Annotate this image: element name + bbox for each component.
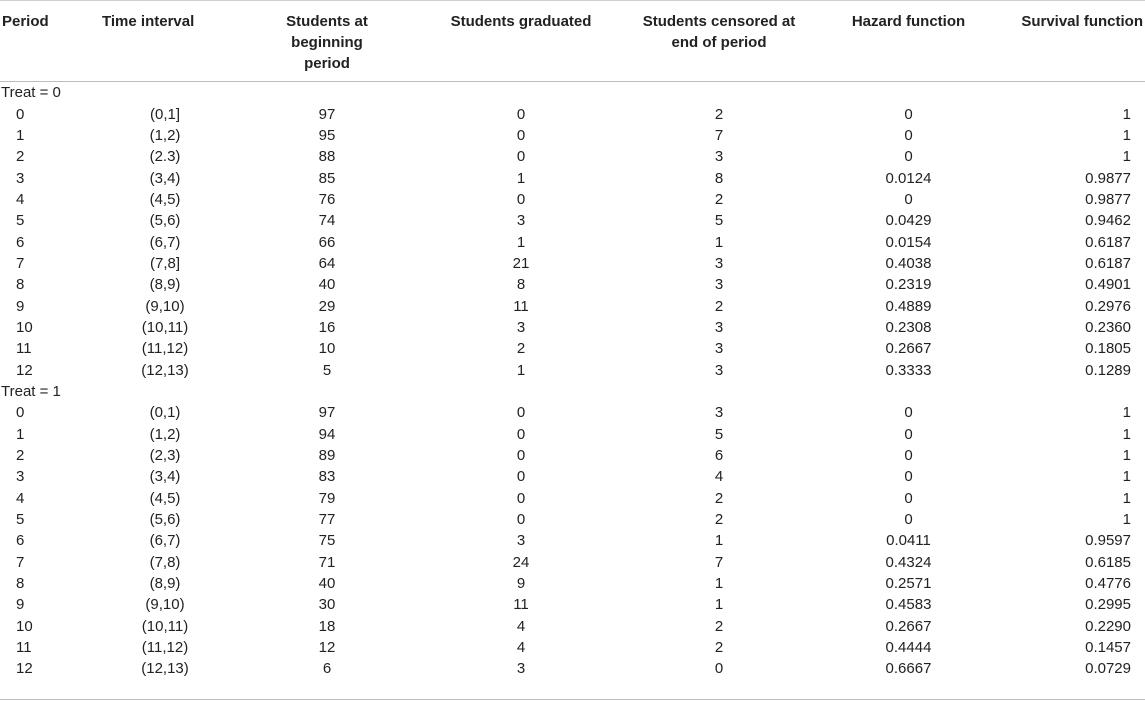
- cell-survival: 0.4776: [1085, 575, 1131, 593]
- cell-interval: (11,12): [141, 639, 189, 657]
- cell-begin: 76: [318, 190, 336, 208]
- cell-censored: 1: [714, 596, 724, 614]
- cell-begin: 94: [318, 425, 336, 443]
- cell-graduated: 8: [516, 276, 526, 294]
- table-row: [0, 167, 1145, 188]
- cell-censored: 3: [714, 361, 724, 379]
- cell-interval: (4,5): [149, 489, 181, 507]
- table-row: [0, 295, 1145, 316]
- cell-period: 8: [16, 575, 25, 593]
- cell-survival: 0.9462: [1085, 212, 1131, 230]
- cell-hazard: 0: [904, 404, 913, 422]
- cell-begin: 12: [318, 639, 336, 657]
- cell-censored: 2: [714, 617, 724, 635]
- cell-censored: 2: [714, 639, 724, 657]
- cell-begin: 30: [318, 596, 336, 614]
- cell-begin: 89: [318, 447, 336, 465]
- table-row: [0, 359, 1145, 380]
- cell-period: 8: [16, 276, 25, 294]
- cell-graduated: 0: [516, 105, 526, 123]
- table-row: [0, 231, 1145, 252]
- cell-survival: 0.1457: [1085, 639, 1131, 657]
- cell-hazard: 0: [904, 425, 913, 443]
- cell-survival: 0.2995: [1085, 596, 1131, 614]
- header-censored: Students censored at end of period: [642, 13, 796, 51]
- cell-hazard: 0.6667: [885, 660, 932, 678]
- cell-graduated: 3: [516, 318, 526, 336]
- cell-interval: (9,10): [145, 297, 185, 315]
- cell-begin: 97: [318, 105, 336, 123]
- cell-censored: 1: [714, 532, 724, 550]
- table-row: [0, 317, 1145, 338]
- table-row: [0, 658, 1145, 679]
- cell-interval: (12,13): [141, 361, 189, 379]
- cell-survival: 0.9877: [1085, 169, 1131, 187]
- cell-censored: 2: [714, 190, 724, 208]
- cell-begin: 16: [318, 318, 336, 336]
- cell-interval: (0,1]: [149, 105, 180, 123]
- cell-begin: 10: [318, 340, 336, 358]
- cell-interval: (10,11): [141, 318, 189, 336]
- cell-graduated: 1: [516, 233, 526, 251]
- cell-graduated: 0: [516, 148, 526, 166]
- cell-censored: 2: [714, 105, 724, 123]
- group-row: [0, 381, 1145, 402]
- cell-begin: 71: [318, 553, 336, 571]
- table-row: [0, 509, 1145, 530]
- cell-survival: 1: [1122, 425, 1131, 443]
- cell-graduated: 24: [512, 553, 530, 571]
- cell-period: 12: [16, 361, 33, 379]
- cell-censored: 5: [714, 425, 724, 443]
- table-row: [0, 253, 1145, 274]
- cell-period: 7: [16, 553, 25, 571]
- cell-graduated: 3: [516, 532, 526, 550]
- table-row: [0, 103, 1145, 124]
- cell-hazard: 0.2667: [885, 340, 932, 358]
- header-hazard: Hazard function: [851, 13, 966, 30]
- cell-interval: (12,13): [141, 660, 189, 678]
- cell-interval: (1,2): [149, 425, 181, 443]
- cell-hazard: 0.3333: [885, 361, 932, 379]
- cell-begin: 5: [322, 361, 332, 379]
- table-row: [0, 402, 1145, 423]
- cell-survival: 1: [1122, 148, 1131, 166]
- cell-period: 7: [16, 254, 25, 272]
- cell-survival: 1: [1122, 105, 1131, 123]
- cell-graduated: 9: [516, 575, 526, 593]
- cell-period: 4: [16, 190, 25, 208]
- table-row: [0, 125, 1145, 146]
- cell-begin: 79: [318, 489, 336, 507]
- cell-period: 4: [16, 489, 25, 507]
- table-row: [0, 210, 1145, 231]
- cell-censored: 3: [714, 404, 724, 422]
- cell-period: 2: [16, 447, 25, 465]
- cell-hazard: 0.0429: [885, 212, 932, 230]
- table-row: [0, 552, 1145, 573]
- cell-period: 10: [16, 318, 33, 336]
- cell-period: 5: [16, 212, 25, 230]
- cell-period: 6: [16, 233, 25, 251]
- cell-period: 3: [16, 169, 25, 187]
- cell-begin: 97: [318, 404, 336, 422]
- cell-censored: 5: [714, 212, 724, 230]
- cell-hazard: 0: [904, 126, 913, 144]
- table-row: [0, 573, 1145, 594]
- cell-graduated: 4: [516, 639, 526, 657]
- cell-survival: 0.9877: [1085, 190, 1131, 208]
- cell-begin: 40: [318, 276, 336, 294]
- cell-graduated: 3: [516, 660, 526, 678]
- cell-interval: (9,10): [145, 596, 185, 614]
- cell-graduated: 2: [516, 340, 526, 358]
- cell-begin: 74: [318, 212, 336, 230]
- cell-period: 3: [16, 468, 25, 486]
- cell-survival: 0.6187: [1085, 233, 1131, 251]
- cell-hazard: 0: [904, 105, 913, 123]
- header-begin: Students at beginning period: [286, 13, 368, 72]
- cell-interval: (5,6): [149, 212, 181, 230]
- table-body: [0, 82, 1145, 680]
- cell-censored: 3: [714, 148, 724, 166]
- cell-interval: (7,8]: [149, 254, 180, 272]
- cell-period: 6: [16, 532, 25, 550]
- cell-begin: 66: [318, 233, 336, 251]
- header-interval: Time interval: [102, 13, 195, 30]
- cell-period: 9: [16, 596, 25, 614]
- cell-begin: 6: [322, 660, 332, 678]
- cell-begin: 75: [318, 532, 336, 550]
- cell-hazard: 0.2319: [885, 276, 932, 294]
- table-row: [0, 338, 1145, 359]
- cell-interval: (8,9): [149, 575, 181, 593]
- cell-censored: 3: [714, 318, 724, 336]
- cell-period: 0: [16, 404, 25, 422]
- cell-graduated: 0: [516, 404, 526, 422]
- cell-censored: 3: [714, 254, 724, 272]
- table-row: [0, 616, 1145, 637]
- cell-hazard: 0: [904, 148, 913, 166]
- cell-survival: 0.2290: [1085, 617, 1131, 635]
- cell-interval: (6,7): [149, 233, 181, 251]
- cell-hazard: 0: [904, 190, 913, 208]
- cell-censored: 3: [714, 276, 724, 294]
- cell-interval: (3,4): [149, 169, 181, 187]
- cell-censored: 8: [714, 169, 724, 187]
- cell-begin: 95: [318, 126, 336, 144]
- cell-begin: 85: [318, 169, 336, 187]
- cell-survival: 0.6185: [1085, 553, 1131, 571]
- header-survival: Survival function: [1021, 13, 1143, 30]
- cell-survival: 0.1805: [1085, 340, 1131, 358]
- cell-hazard: 0.2667: [885, 617, 932, 635]
- cell-hazard: 0: [904, 447, 913, 465]
- table-row: [0, 424, 1145, 445]
- table-row: [0, 445, 1145, 466]
- top-rule: [0, 0, 1145, 1]
- cell-begin: 77: [318, 511, 336, 529]
- header-graduated: Students graduated: [450, 13, 592, 30]
- header-period: Period: [2, 13, 49, 30]
- cell-graduated: 0: [516, 489, 526, 507]
- cell-censored: 0: [714, 660, 724, 678]
- cell-interval: (3,4): [149, 468, 181, 486]
- cell-period: 0: [16, 105, 25, 123]
- table-row: [0, 637, 1145, 658]
- cell-hazard: 0: [904, 489, 913, 507]
- cell-censored: 7: [714, 126, 724, 144]
- cell-censored: 2: [714, 511, 724, 529]
- cell-hazard: 0.0411: [886, 532, 931, 550]
- cell-survival: 1: [1122, 126, 1131, 144]
- cell-graduated: 1: [516, 361, 526, 379]
- table-row: [0, 189, 1145, 210]
- cell-begin: 88: [318, 148, 336, 166]
- cell-hazard: 0.4583: [885, 596, 932, 614]
- cell-interval: (2.3): [149, 148, 181, 166]
- group-label: Treat = 1: [1, 382, 61, 400]
- cell-period: 10: [16, 617, 33, 635]
- cell-censored: 2: [714, 297, 724, 315]
- cell-begin: 18: [318, 617, 336, 635]
- cell-hazard: 0.4444: [885, 639, 932, 657]
- cell-graduated: 0: [516, 190, 526, 208]
- cell-begin: 64: [318, 254, 336, 272]
- cell-survival: 1: [1122, 468, 1131, 486]
- cell-interval: (4,5): [149, 190, 181, 208]
- cell-period: 12: [16, 660, 33, 678]
- cell-interval: (11,12): [141, 340, 189, 358]
- cell-hazard: 0: [904, 468, 913, 486]
- cell-hazard: 0.2571: [885, 575, 932, 593]
- cell-graduated: 1: [516, 169, 526, 187]
- cell-begin: 83: [318, 468, 336, 486]
- cell-interval: (7,8): [149, 553, 181, 571]
- group-label: Treat = 0: [1, 84, 61, 102]
- cell-survival: 1: [1122, 511, 1131, 529]
- table-row: [0, 488, 1145, 509]
- cell-graduated: 4: [516, 617, 526, 635]
- cell-hazard: 0.0124: [885, 169, 932, 187]
- cell-begin: 29: [318, 297, 336, 315]
- cell-censored: 1: [714, 233, 724, 251]
- cell-censored: 7: [714, 553, 724, 571]
- table-header: [0, 0, 1145, 82]
- cell-survival: 0.0729: [1085, 660, 1131, 678]
- cell-graduated: 21: [512, 254, 530, 272]
- group-row: [0, 82, 1145, 104]
- table-row: [0, 274, 1145, 295]
- cell-interval: (5,6): [149, 511, 181, 529]
- cell-hazard: 0.4889: [885, 297, 932, 315]
- cell-hazard: 0: [904, 511, 913, 529]
- table-row: [0, 146, 1145, 167]
- table-row: [0, 594, 1145, 615]
- cell-graduated: 11: [513, 596, 529, 614]
- cell-period: 2: [16, 148, 25, 166]
- cell-survival: 1: [1122, 489, 1131, 507]
- cell-hazard: 0.4038: [885, 254, 932, 272]
- cell-interval: (6,7): [149, 532, 181, 550]
- cell-survival: 0.9597: [1085, 532, 1131, 550]
- cell-censored: 2: [714, 489, 724, 507]
- cell-interval: (8,9): [149, 276, 181, 294]
- cell-interval: (10,11): [141, 617, 189, 635]
- cell-censored: 1: [714, 575, 724, 593]
- cell-censored: 6: [714, 447, 724, 465]
- cell-hazard: 0.0154: [885, 233, 932, 251]
- cell-interval: (1,2): [149, 126, 181, 144]
- table-row: [0, 466, 1145, 487]
- cell-survival: 1: [1122, 404, 1131, 422]
- cell-interval: (2,3): [149, 447, 181, 465]
- cell-survival: 0.6187: [1085, 254, 1131, 272]
- cell-survival: 0.4901: [1085, 276, 1131, 294]
- cell-graduated: 0: [516, 447, 526, 465]
- cell-period: 1: [16, 425, 25, 443]
- cell-survival: 0.1289: [1085, 361, 1131, 379]
- cell-period: 11: [16, 639, 32, 657]
- cell-hazard: 0.2308: [885, 318, 932, 336]
- cell-graduated: 0: [516, 511, 526, 529]
- cell-period: 9: [16, 297, 25, 315]
- cell-graduated: 3: [516, 212, 526, 230]
- cell-graduated: 11: [513, 297, 529, 315]
- cell-survival: 0.2360: [1085, 318, 1131, 336]
- cell-interval: (0,1): [149, 404, 181, 422]
- cell-period: 11: [16, 340, 32, 358]
- bottom-rule: [0, 699, 1145, 700]
- cell-begin: 40: [318, 575, 336, 593]
- cell-hazard: 0.4324: [885, 553, 932, 571]
- cell-survival: 1: [1122, 447, 1131, 465]
- table-row: [0, 530, 1145, 551]
- cell-censored: 3: [714, 340, 724, 358]
- cell-censored: 4: [714, 468, 724, 486]
- cell-graduated: 0: [516, 468, 526, 486]
- cell-graduated: 0: [516, 425, 526, 443]
- cell-survival: 0.2976: [1085, 297, 1131, 315]
- cell-period: 1: [16, 126, 25, 144]
- cell-period: 5: [16, 511, 25, 529]
- cell-graduated: 0: [516, 126, 526, 144]
